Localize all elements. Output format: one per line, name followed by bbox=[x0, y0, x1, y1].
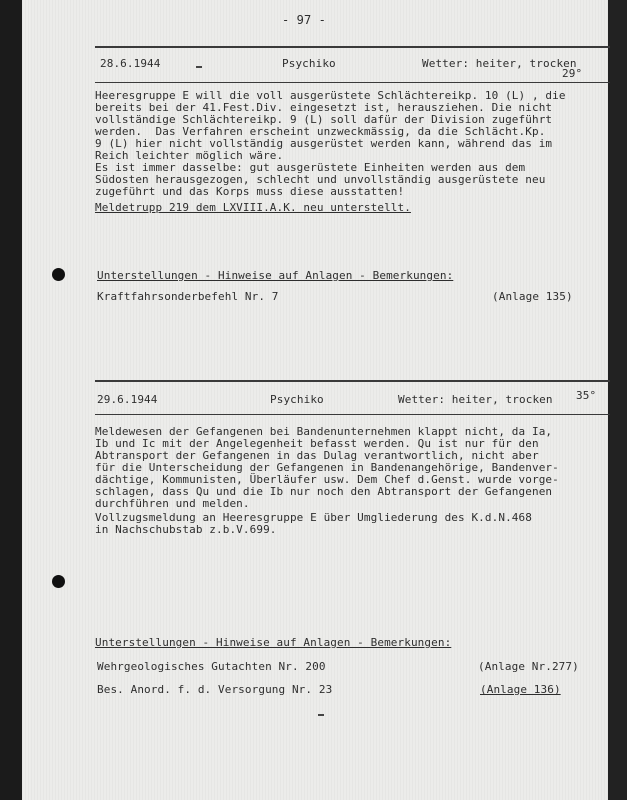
entry1-location: Psychiko bbox=[282, 57, 336, 70]
entry1-line-3: vollständige Schlächtereikp. 9 (L) soll dafür der Division zugeführt bbox=[95, 113, 553, 126]
entry1-attachment-1-title: Kraftfahrsonderbefehl Nr. 7 bbox=[97, 290, 279, 303]
entry2-remarks-heading: Unterstellungen - Hinweise auf Anlagen - Bemerkungen: bbox=[95, 636, 452, 649]
entry2-attachment-1-title: Wehrgeologisches Gutachten Nr. 200 bbox=[97, 660, 326, 673]
entry2-date: 29.6.1944 bbox=[97, 393, 158, 406]
entry2-weather: Wetter: heiter, trocken bbox=[398, 393, 553, 406]
entry2-line-7: durchführen und melden. bbox=[95, 497, 250, 510]
entry2-location: Psychiko bbox=[270, 393, 324, 406]
entry1-remarks-heading: Unterstellungen - Hinweise auf Anlagen - Bemerkungen: bbox=[97, 269, 454, 282]
entry2-attachment-2-title: Bes. Anord. f. d. Versorgung Nr. 23 bbox=[97, 683, 333, 696]
entry1-line-9: zugeführt und das Korps muss diese ausstatten! bbox=[95, 185, 405, 198]
entry1-line-5: 9 (L) hier nicht vollständig ausgerüstet werden kann, während das im bbox=[95, 137, 553, 150]
entry2-temperature: 35° bbox=[576, 389, 597, 402]
entry1-header-rule bbox=[95, 82, 610, 83]
entry1-top-rule bbox=[95, 46, 610, 48]
entry1-line-4: werden. Das Verfahren erscheint unzweckmässig, da die Schlächt.Kp. bbox=[95, 125, 546, 138]
entry1-line-6: Reich leichter möglich wäre. bbox=[95, 149, 284, 162]
entry2-line-6: schlagen, dass Qu und die Ib nur noch den Abtransport der Gefangenen bbox=[95, 485, 553, 498]
entry1-attachment-1-ref: (Anlage 135) bbox=[492, 290, 573, 303]
entry2-attachment-2-ref: (Anlage 136) bbox=[480, 683, 561, 696]
entry2-line-1: Meldewesen der Gefangenen bei Bandenunternehmen klappt nicht, da Ia, bbox=[95, 425, 553, 438]
entry1-line-10: Meldetrupp 219 dem LXVIII.A.K. neu unterstellt. bbox=[95, 201, 411, 214]
punch-hole-top bbox=[52, 268, 65, 281]
punch-hole-bottom bbox=[52, 575, 65, 588]
entry1-line-2: bereits bei der 41.Fest.Div. eingesetzt ist, herausziehen. Die nicht bbox=[95, 101, 553, 114]
entry2-top-rule bbox=[95, 380, 610, 382]
page-number: - 97 - bbox=[282, 13, 326, 27]
entry2-line-3: Abtransport der Gefangenen in das Dulag verantwortlich, nicht aber bbox=[95, 449, 539, 462]
entry1-line-7: Es ist immer dasselbe: gut ausgerüstete Einheiten werden aus dem bbox=[95, 161, 526, 174]
entry2-line-5: dächtige, Kommunisten, Überläufer usw. Dem Chef d.Genst. wurde vorge- bbox=[95, 473, 559, 486]
scan-edge-left bbox=[0, 0, 22, 800]
margin-mark bbox=[196, 66, 202, 68]
entry2-line-2: Ib und Ic mit der Angelegenheit befasst werden. Qu ist nur für den bbox=[95, 437, 539, 450]
entry1-line-1: Heeresgruppe E will die voll ausgerüstete Schlächtereikp. 10 (L) , die bbox=[95, 89, 566, 102]
bottom-mark bbox=[318, 714, 324, 716]
entry2-line-4: für die Unterscheidung der Gefangenen in Bandenangehörige, Bandenver- bbox=[95, 461, 559, 474]
entry2-header-rule bbox=[95, 414, 610, 415]
entry1-temperature: 29° bbox=[562, 67, 583, 80]
entry1-line-8: Südosten herausgezogen, schlecht und unvollständig ausgerüstete neu bbox=[95, 173, 546, 186]
entry1-weather: Wetter: heiter, trocken bbox=[422, 57, 577, 70]
entry1-date: 28.6.1944 bbox=[100, 57, 161, 70]
entry2-line-8: Vollzugsmeldung an Heeresgruppe E über Umgliederung des K.d.N.468 bbox=[95, 511, 532, 524]
scan-edge-right bbox=[608, 0, 627, 800]
entry2-line-9: in Nachschubstab z.b.V.699. bbox=[95, 523, 277, 536]
entry2-attachment-1-ref: (Anlage Nr.277) bbox=[478, 660, 579, 673]
